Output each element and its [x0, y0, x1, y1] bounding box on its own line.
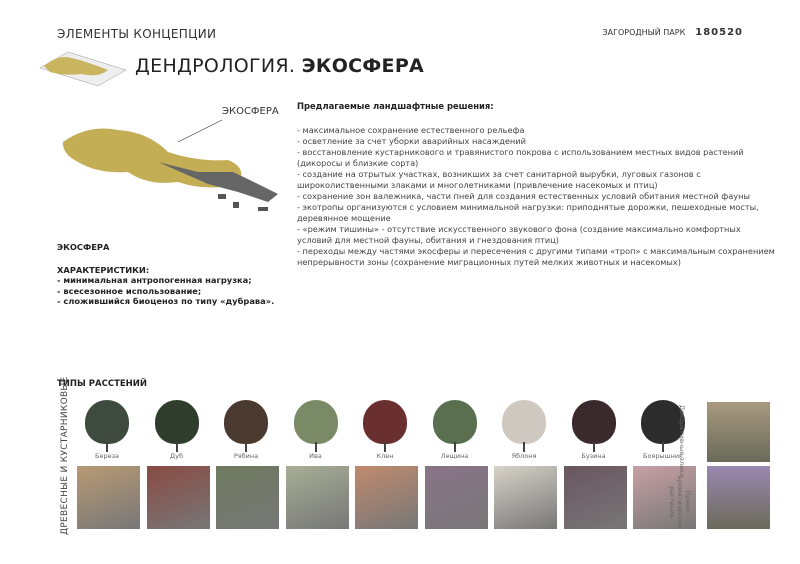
small-map-icon: [38, 48, 128, 88]
tree-illustration: [572, 400, 616, 444]
landscape-solutions: [297, 101, 777, 268]
tree-item: [285, 398, 347, 460]
solution-item: - максимальное сохранение естественного рельефа: [297, 125, 525, 135]
tree-name: Береза: [94, 452, 120, 460]
tree-item: [563, 398, 625, 460]
tree-name: Бузина: [581, 452, 606, 460]
tree-trunk: [593, 442, 595, 452]
plant-photo: [564, 466, 627, 529]
tree-illustration: [155, 400, 199, 444]
solution-item: - экотропы организуются с условием минимальной нагрузки: приподнятые дорожки, пешеходные мосты, деревянное мощение: [297, 202, 759, 223]
tree-illustration: [224, 400, 268, 444]
tree-item: [354, 398, 416, 460]
plant-photo: [355, 466, 418, 529]
info-heading: ЭКОСФЕРА: [57, 242, 110, 252]
tree-name: Боярышник: [643, 452, 683, 460]
solution-item: - осветление за счет уборки аварийных насаждений: [297, 136, 526, 146]
tree-name: Дуб: [170, 452, 183, 460]
side-photo: [707, 466, 770, 529]
plant-photo: [77, 466, 140, 529]
plant-photo: [286, 466, 349, 529]
tree-illustration: [433, 400, 477, 444]
tree-trunk: [454, 442, 456, 452]
info-subheading: ХАРАКТЕРИСТИКИ:: [57, 264, 150, 275]
tree-trunk: [315, 442, 317, 452]
tree-item: [146, 398, 208, 460]
tree-trunk: [523, 442, 525, 452]
info-item: - сложившийся биоценоз по типу «дубрава».: [57, 296, 275, 306]
project-header: [603, 27, 744, 38]
plant-types-heading: ТИПЫ РАССТЕНИЙ: [57, 379, 148, 389]
tree-name: Клен: [376, 452, 394, 460]
tree-name: Лещина: [440, 452, 469, 460]
plant-photo: [147, 466, 210, 529]
title-main: ЭКОСФЕРА: [301, 55, 425, 77]
solution-item: - переходы между частями экосферы и пересечения с другими типами «троп» с максимальным сохранением непрерывности зоны (сохранение миграционных путей мелких животных и насекомых): [297, 246, 775, 267]
title-prefix: ДЕНДРОЛОГИЯ.: [135, 55, 296, 77]
tree-name: Рябина: [233, 452, 259, 460]
page-title: [135, 55, 424, 77]
solution-item: - восстановление кустарникового и травянистого покрова с использованием местных видов растений (дикоросы и близкие сорта): [297, 147, 744, 168]
tree-trunk: [384, 442, 386, 452]
tree-trunk: [662, 442, 664, 452]
tree-illustration: [502, 400, 546, 444]
ecosphere-map: [58, 112, 298, 222]
tree-item: [424, 398, 486, 460]
tree-item: [76, 398, 138, 460]
tree-illustration: [363, 400, 407, 444]
tree-trunk: [106, 442, 108, 452]
plant-photo: [494, 466, 557, 529]
tree-illustration: [85, 400, 129, 444]
tree-name: Ива: [309, 452, 322, 460]
side-label: Пряно-ароматические растения: [668, 475, 692, 529]
solutions-heading: Предлагаемые ландшафтные решения:: [297, 101, 494, 111]
tree-name: Яблоня: [511, 452, 537, 460]
solution-item: - сохранение зон валежника, части пней для создания естественных условий обитания местной фауны: [297, 191, 750, 201]
group-label: ДРЕВЕСНЫЕ И КУСТАРНИКОВЫЕ: [60, 376, 70, 535]
side-photo: [707, 402, 770, 462]
tree-item: [493, 398, 555, 460]
solution-item: - создание на отрытых участках, возникших за счет санитарной вырубки, луговых газонов с широколиственными злаками и многолетниками (привлечение насекомых и птиц): [297, 169, 701, 190]
tree-trunk: [245, 442, 247, 452]
section-title: ЭЛЕМЕНТЫ КОНЦЕПЦИИ: [57, 27, 217, 41]
info-item: - всесезонное использование;: [57, 285, 202, 296]
tree-item: [215, 398, 277, 460]
solution-item: - «режим тишины» - отсутствие искусственного звукового фона (создание максимально комфортных условий для местной фауны, обитания и гнездования птиц): [297, 224, 741, 245]
project-code: 180520: [695, 27, 743, 38]
info-item: - минимальная антропогенная нагрузка;: [57, 275, 252, 285]
side-label: Декоративные злаки: [678, 405, 686, 478]
characteristics: [57, 242, 274, 307]
tree-trunk: [176, 442, 178, 452]
project-name: ЗАГОРОДНЫЙ ПАРК: [602, 28, 686, 37]
plant-photo: [216, 466, 279, 529]
plant-photo: [425, 466, 488, 529]
map-label: ЭКОСФЕРА: [222, 106, 279, 117]
tree-illustration: [294, 400, 338, 444]
